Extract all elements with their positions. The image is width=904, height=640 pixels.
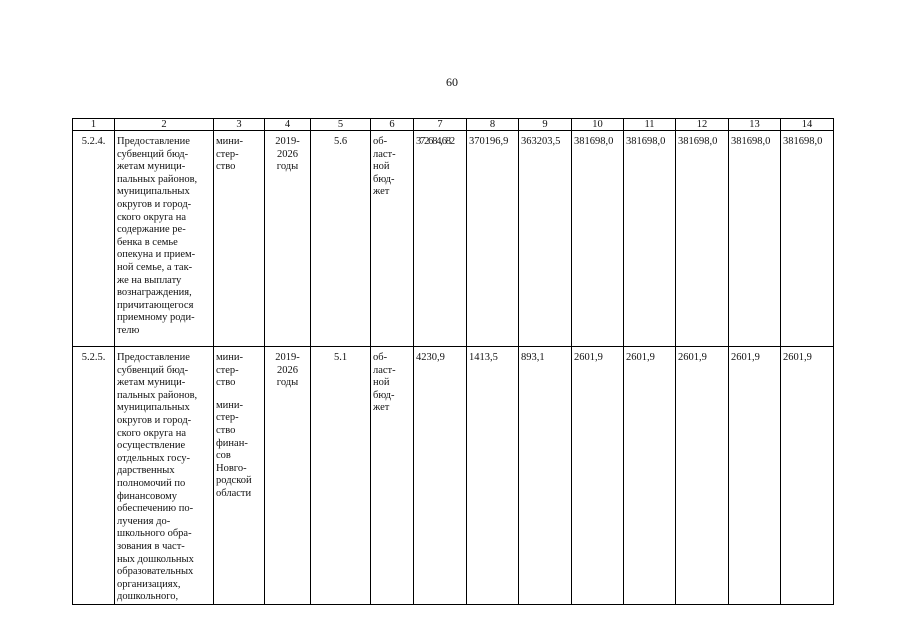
text-line: ной — [373, 161, 390, 173]
funding-value: 2601,9 — [729, 347, 781, 605]
funding-value: 1413,5 — [467, 347, 519, 605]
text-line: отдельных госу- — [117, 452, 190, 464]
column-header: 14 — [781, 119, 834, 131]
text-line: родской — [216, 475, 252, 487]
column-header: 4 — [265, 119, 311, 131]
text-line: 2026 — [277, 364, 298, 376]
text-line: школьного обра- — [117, 528, 192, 540]
text-line: ского округа на — [117, 427, 186, 439]
text-line: обеспечению по- — [117, 503, 194, 515]
text-line: жет — [373, 186, 390, 198]
target-indicator: 5.6 — [311, 131, 371, 347]
text-line: ство — [216, 161, 236, 173]
text-line: округов и город- — [117, 198, 192, 210]
text-line: округов и город- — [117, 414, 192, 426]
executor — [214, 131, 265, 347]
row-number: 5.2.5. — [73, 347, 115, 605]
funding-value: 381698,0 — [676, 131, 729, 347]
text-line: лучения до- — [117, 515, 171, 527]
text-line: пальных районов, — [117, 389, 198, 401]
text-line: дарственных — [117, 465, 175, 477]
text-line: бюд- — [373, 173, 395, 185]
column-header: 10 — [572, 119, 624, 131]
text-line: субвенций бюд- — [117, 148, 189, 160]
text-line: финан- — [216, 437, 248, 449]
page-number: 60 — [446, 75, 458, 89]
table-row — [73, 347, 834, 605]
text-line: стер- — [216, 412, 239, 424]
row-number: 5.2.4. — [73, 131, 115, 347]
implementation-period — [265, 347, 311, 605]
funding-value: 2601,9 — [676, 347, 729, 605]
executor — [214, 347, 265, 605]
text-line: ласт- — [373, 148, 396, 160]
text-line: муниципальных — [117, 402, 190, 414]
column-header: 8 — [467, 119, 519, 131]
funding-value: 2601,9 — [624, 347, 676, 605]
text-line: приемному роди- — [117, 312, 195, 324]
funding-value: 381698,0 — [729, 131, 781, 347]
text-line: ского округа на — [117, 211, 186, 223]
funding-value: 2601,9 — [572, 347, 624, 605]
text-line: опекуна и прием- — [117, 249, 196, 261]
text-line: Новго- — [216, 462, 247, 474]
funding-source — [371, 347, 414, 605]
text-line: 2026 — [277, 148, 298, 160]
text-line: вознаграждения, — [117, 287, 192, 299]
text-line: годы — [276, 377, 299, 389]
text-line: об- — [373, 352, 388, 363]
group-gap — [216, 390, 262, 400]
text-line: мини- — [216, 399, 243, 411]
column-header: 3 — [214, 119, 265, 131]
text-line: стер- — [216, 148, 239, 160]
text-line: Предоставление — [117, 352, 190, 363]
program-table — [72, 118, 834, 605]
funding-value: 4230,9 — [414, 347, 467, 605]
text-line: причитающегося — [117, 299, 194, 311]
text-line: об- — [373, 136, 388, 147]
column-header: 9 — [519, 119, 572, 131]
column-header: 2 — [115, 119, 214, 131]
funding-value: 370196,9 — [467, 131, 519, 347]
text-line: мини- — [216, 352, 243, 363]
column-header: 13 — [729, 119, 781, 131]
text-line: 2019- — [275, 352, 300, 363]
implementation-period — [265, 131, 311, 347]
funding-source — [371, 131, 414, 347]
text-line: субвенций бюд- — [117, 364, 189, 376]
text-line: ство — [216, 424, 236, 436]
text-line: 2019- — [275, 136, 300, 147]
funding-value: 381698,0 — [781, 131, 834, 347]
text-line: стер- — [216, 364, 239, 376]
target-indicator: 5.1 — [311, 347, 371, 605]
text-line: ласт- — [373, 364, 396, 376]
column-header: 12 — [676, 119, 729, 131]
text-line: жетам муници- — [117, 161, 186, 173]
text-line: образовательных — [117, 566, 194, 578]
funding-value: 2601,9 — [781, 347, 834, 605]
funding-value: 381698,0 — [624, 131, 676, 347]
text-line: же на выплату — [117, 274, 182, 286]
text-line: зования в част- — [117, 540, 185, 552]
text-line: ство — [216, 377, 236, 389]
text-line: муниципальных — [117, 186, 190, 198]
funding-value: 893,1 — [519, 347, 572, 605]
funding-value: 363203,5 — [519, 131, 572, 347]
column-number-row — [73, 119, 834, 131]
text-line: содержание ре- — [117, 224, 186, 236]
text-line: бюд- — [373, 389, 395, 401]
column-header: 5 — [311, 119, 371, 131]
text-line: жетам муници- — [117, 377, 186, 389]
table-row — [73, 131, 834, 347]
column-header: 7 — [414, 119, 467, 131]
column-header: 6 — [371, 119, 414, 131]
text-line: мини- — [216, 136, 243, 147]
text-line: пальных районов, — [117, 173, 198, 185]
text-line: области — [216, 487, 252, 499]
text-line: финансовому — [117, 490, 178, 502]
text-line: ных дошкольных — [117, 553, 194, 565]
column-header: 1 — [73, 119, 115, 131]
text-line: жет — [373, 402, 390, 414]
text-line: ной — [373, 377, 390, 389]
funding-value: 372684,682 — [414, 131, 467, 347]
funding-value: 381698,0 — [572, 131, 624, 347]
text-line: полномочий по — [117, 477, 186, 489]
column-header: 11 — [624, 119, 676, 131]
text-line: дошкольного, — [117, 591, 179, 603]
text-line: ной семье, а так- — [117, 261, 193, 273]
measure-description — [115, 131, 214, 347]
text-line: сов — [216, 450, 231, 462]
text-line: бенка в семье — [117, 236, 178, 248]
text-line: телю — [117, 324, 140, 336]
text-line: осуществление — [117, 440, 186, 452]
measure-description — [115, 347, 214, 605]
text-line: годы — [276, 161, 299, 173]
text-line: организациях, — [117, 578, 181, 590]
text-line: Предоставление — [117, 136, 190, 147]
